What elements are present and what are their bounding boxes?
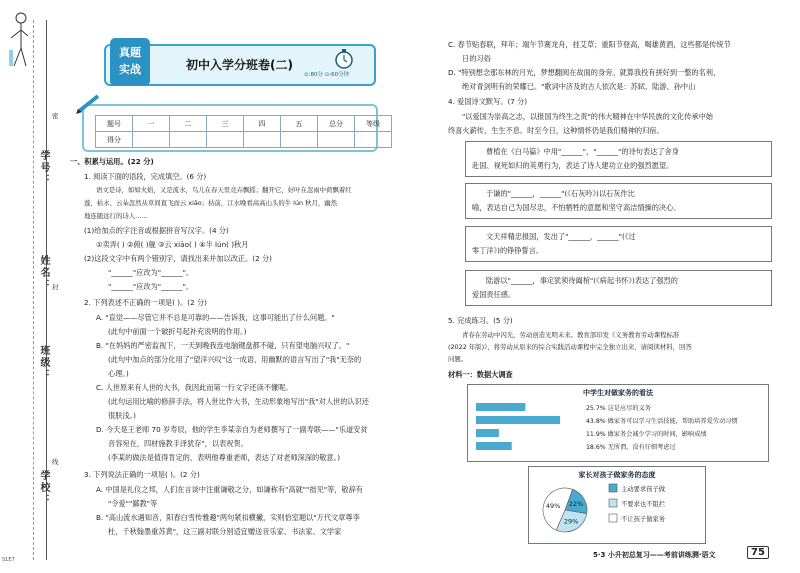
score-input-cell[interactable] bbox=[281, 132, 318, 148]
pie-value-label: 29% bbox=[563, 517, 579, 526]
dictation-box-2[interactable] bbox=[465, 183, 772, 219]
legend-label: 不要求也不阻拦 bbox=[621, 501, 666, 508]
chart-title: 中学生对做家务的看法 bbox=[583, 389, 653, 397]
option-note: 日的习俗 bbox=[462, 54, 491, 63]
passage-line: 莲，枯水、云朵忽然从草间直飞而云 xiāo；枯前，江水晚看高高山头的牛 lún 秋月，幽然 bbox=[84, 199, 338, 207]
page-footer: 5·3 小升初总复习——考前讲练测·语文 bbox=[593, 551, 716, 559]
option-note: 绝对青剑明有的荣耀已。"歌词中济及的古人依次是：苏轼、陆游、孙中山 bbox=[462, 82, 696, 91]
passage-line: 问题。 bbox=[448, 355, 468, 363]
bar bbox=[476, 442, 512, 450]
subquestion: (2)这段文字中有两个错别字，请找出来并加以改正。(2 分) bbox=[84, 254, 272, 263]
school-label: 学校： bbox=[38, 470, 49, 506]
dictation-box-1[interactable] bbox=[465, 141, 772, 177]
bar-label: 11.9% 做家务会减少学习的时间，影响成绩 bbox=[586, 431, 707, 438]
pie-value-label: 49% bbox=[545, 501, 561, 510]
option-note: 音容宛在，四材施教手泽犹存"，以表祝贺。 bbox=[108, 439, 248, 448]
score-input-cell[interactable] bbox=[170, 132, 207, 148]
badge-line-1: 真题 bbox=[119, 46, 141, 59]
bar-label: 43.8% 做家务可以学习生活技能，帮助培养爱劳动习惯 bbox=[586, 418, 738, 425]
score-cell: 题号 bbox=[96, 116, 133, 132]
legend-swatch bbox=[609, 499, 617, 507]
stopwatch-icon bbox=[332, 48, 356, 70]
bar-label: 18.6% 无所谓，没有仔细考虑过 bbox=[586, 444, 676, 451]
seal-mark: 密 bbox=[52, 112, 59, 120]
option-note: (此句中加点的部分化用了"望洋兴叹"这一成语，用幽默的语言写出了"我"无奈的 bbox=[108, 355, 362, 364]
option-d: D. 今天是王老师 70 岁寿辰，他的学生李某亲自为老师撰写了一副寿联——"乐道安贫 bbox=[96, 425, 368, 434]
badge bbox=[110, 38, 150, 86]
option-note: "令爱""鄙教"等 bbox=[108, 499, 158, 508]
option-a: A. "直觉——尽管它并不总是可靠的——告诉我，这事可能出了什么问题。" bbox=[96, 313, 335, 322]
student-figure-icon bbox=[8, 8, 30, 70]
question-5: 5. 完成练习。(5 分) bbox=[448, 316, 513, 325]
option-note: 很肤浅。) bbox=[108, 411, 136, 420]
dictation-line: 于谦的"______，______"(《石灰吟》)以石灰作比 bbox=[486, 189, 635, 198]
option-a: A. 中国是礼仪之邦，人们在言谈中注重谦敬之分，如谦称有"高就""拙见"等，敬辞有 bbox=[96, 485, 363, 494]
score-cell: 得分 bbox=[96, 132, 133, 148]
pencil-icon bbox=[74, 92, 102, 116]
bar bbox=[476, 416, 560, 424]
bar-chart-svg bbox=[468, 398, 768, 460]
option-note: 心理。) bbox=[108, 369, 129, 378]
household-view-chart bbox=[467, 384, 769, 462]
dictation-line: 喻，表达自己为国尽忠，不怕牺牲的意愿和坚守高洁情操的决心。 bbox=[472, 203, 681, 212]
option-d: D. "特别想念那东林的月光，梦想翻阅在故面的身旁。就算我投有拼好到一整的名利， bbox=[448, 68, 721, 77]
student-name-label: 姓名： bbox=[38, 255, 49, 291]
seal-mark: 线 bbox=[52, 458, 59, 466]
subquestion: (1)给加点的字注音或根据拼音写汉字。(4 分) bbox=[84, 226, 229, 235]
dictation-line: 零丁洋》)的铮铮誓言。 bbox=[472, 246, 544, 255]
dictation-line: 赴国、视死如归的英勇行为，表达了诗人建功立业的强烈愿望。 bbox=[472, 161, 674, 170]
legend-label: 不让孩子做家务 bbox=[621, 516, 666, 523]
chart-title: 家长对孩子做家务的态度 bbox=[578, 471, 656, 479]
score-input-cell[interactable] bbox=[355, 132, 392, 148]
option-b: B. "高山流水遇知音，阳春白雪传雅趣"两句紧扣横撇，实则恰室题以"万代文章尊李 bbox=[96, 513, 360, 522]
badge-line-2: 实战 bbox=[119, 63, 141, 76]
parent-attitude-chart bbox=[528, 466, 706, 544]
page-number: 75 bbox=[747, 546, 769, 559]
passage-line: "以爱国为崇高之志，以报国为终生之责"的伟大精神在中华民族的文化传承中始 bbox=[462, 112, 713, 121]
question-3: 3. 下列说法正确的一项是( )。(2 分) bbox=[84, 470, 200, 479]
score-cell: 二 bbox=[170, 116, 207, 132]
score-input-cell[interactable] bbox=[244, 132, 281, 148]
score-input-cell[interactable] bbox=[133, 132, 170, 148]
score-cell: 总分 bbox=[318, 116, 355, 132]
legend-swatch bbox=[609, 484, 617, 492]
dictation-line: 曹植在《白马篇》中用"______"，"______"的诗句表达了舍身 bbox=[486, 147, 679, 156]
correction-line: "______"应改为"______"。 bbox=[108, 268, 194, 277]
dictation-line: 爱国责任感。 bbox=[472, 290, 516, 299]
passage-line: 地连随远行的诗人…… bbox=[84, 212, 148, 220]
dictation-box-3[interactable] bbox=[465, 226, 772, 262]
question-1: 1. 阅读下面的语段，完成填空。(6 分) bbox=[84, 172, 207, 181]
question-4: 4. 爱国诗文默写。(7 分) bbox=[448, 97, 528, 106]
material-heading: 材料一：数据大调查 bbox=[448, 370, 513, 379]
bar bbox=[476, 429, 499, 437]
legend-label: 主动要求孩子做 bbox=[621, 486, 666, 493]
score-cell: 五 bbox=[281, 116, 318, 132]
time-score-label: ⊙:80分 ⊙:60分钟 bbox=[304, 72, 350, 78]
dictation-line: 陆游以"______，事定犹须待阖棺"(《病起书怀》)表达了强烈的 bbox=[486, 276, 678, 285]
score-cell: 一 bbox=[133, 116, 170, 132]
score-cell: 三 bbox=[207, 116, 244, 132]
question-2: 2. 下列表述不正确的一项是( )。(2 分) bbox=[84, 298, 207, 307]
section-heading: 一、积累与运用。(22 分) bbox=[70, 157, 154, 166]
option-note: (李某的做法是值得肯定的，表明他尊重老师，表达了对老师深深的敬意。) bbox=[108, 453, 341, 462]
passage-line: 终喜火薪传，生生不息。时至今日，这种情怀仍是我们精神的归宿。 bbox=[448, 126, 664, 135]
correction-line: "______"应改为"______"。 bbox=[108, 282, 194, 291]
score-table bbox=[95, 115, 392, 148]
score-input-cell[interactable] bbox=[318, 132, 355, 148]
option-c: C. 人世原来有人世的大书，我因此而第一行文字还读不懂呢。 bbox=[96, 383, 293, 392]
option-note: 杜，千秋翰墨重苏黄"，这三副对联分别适宜赠送音乐家、书法家、文学家 bbox=[108, 527, 342, 536]
passage-line: 青春在劳动中闪光，劳动创造光明未来。教育部印发《义务教育劳动课程标准 bbox=[462, 331, 680, 339]
pie-chart-svg bbox=[529, 480, 705, 542]
side-code: S1E7 bbox=[2, 557, 15, 563]
student-id-label: 学号： bbox=[38, 150, 49, 186]
option-note: (此句中前面一个破折号起补充说明的作用。) bbox=[108, 327, 247, 336]
pie-value-label: 22% bbox=[568, 500, 584, 509]
score-input-cell[interactable] bbox=[207, 132, 244, 148]
option-b: B. "在妈妈的严密监视下，一天到晚我连电脑键盘都不碰，只有望电脑兴叹了。" bbox=[96, 341, 350, 350]
seal-mark: 封 bbox=[52, 283, 59, 291]
passage-line: 语文是诗，如如火焰，又是流水，鸟儿在春天里竞卉飘摇；翻开它，好叶在忽雨中荷飘着红 bbox=[96, 186, 352, 194]
score-cell: 四 bbox=[244, 116, 281, 132]
score-table-header-row bbox=[96, 116, 392, 132]
score-cell: 等级 bbox=[355, 116, 392, 132]
option-c: C. 春节贴春联，拜年；端午节赛龙舟，挂艾草；重阳节登高，喝雄黄酒，这些都是传统节 bbox=[448, 40, 731, 49]
legend-swatch bbox=[609, 514, 617, 522]
score-table-score-row bbox=[96, 132, 392, 148]
class-label: 班级： bbox=[38, 345, 49, 381]
bar-label: 25.7% 这是应尽的义务 bbox=[586, 405, 651, 412]
dictation-line: 文天祥精忠报国，发出了"______，______"(《过 bbox=[486, 232, 636, 241]
bar bbox=[476, 403, 525, 411]
passage-line: (2022 年版)》，将劳动从原来的综合实践活动课程中完全独立出来，请阅读材料，回答 bbox=[448, 343, 692, 351]
pinyin-items: ①卖弄( ) ②俯( )舰 ③云 xiāo( ) ④半 lún( )秋月 bbox=[96, 240, 249, 249]
option-note: (此句运用比喻的修辞手法，将人世比作大书，生动形象地写出"我"对人世的认识还 bbox=[108, 397, 369, 406]
dictation-box-4[interactable] bbox=[465, 270, 772, 306]
page-title: 初中入学分班卷(二) bbox=[186, 58, 293, 72]
